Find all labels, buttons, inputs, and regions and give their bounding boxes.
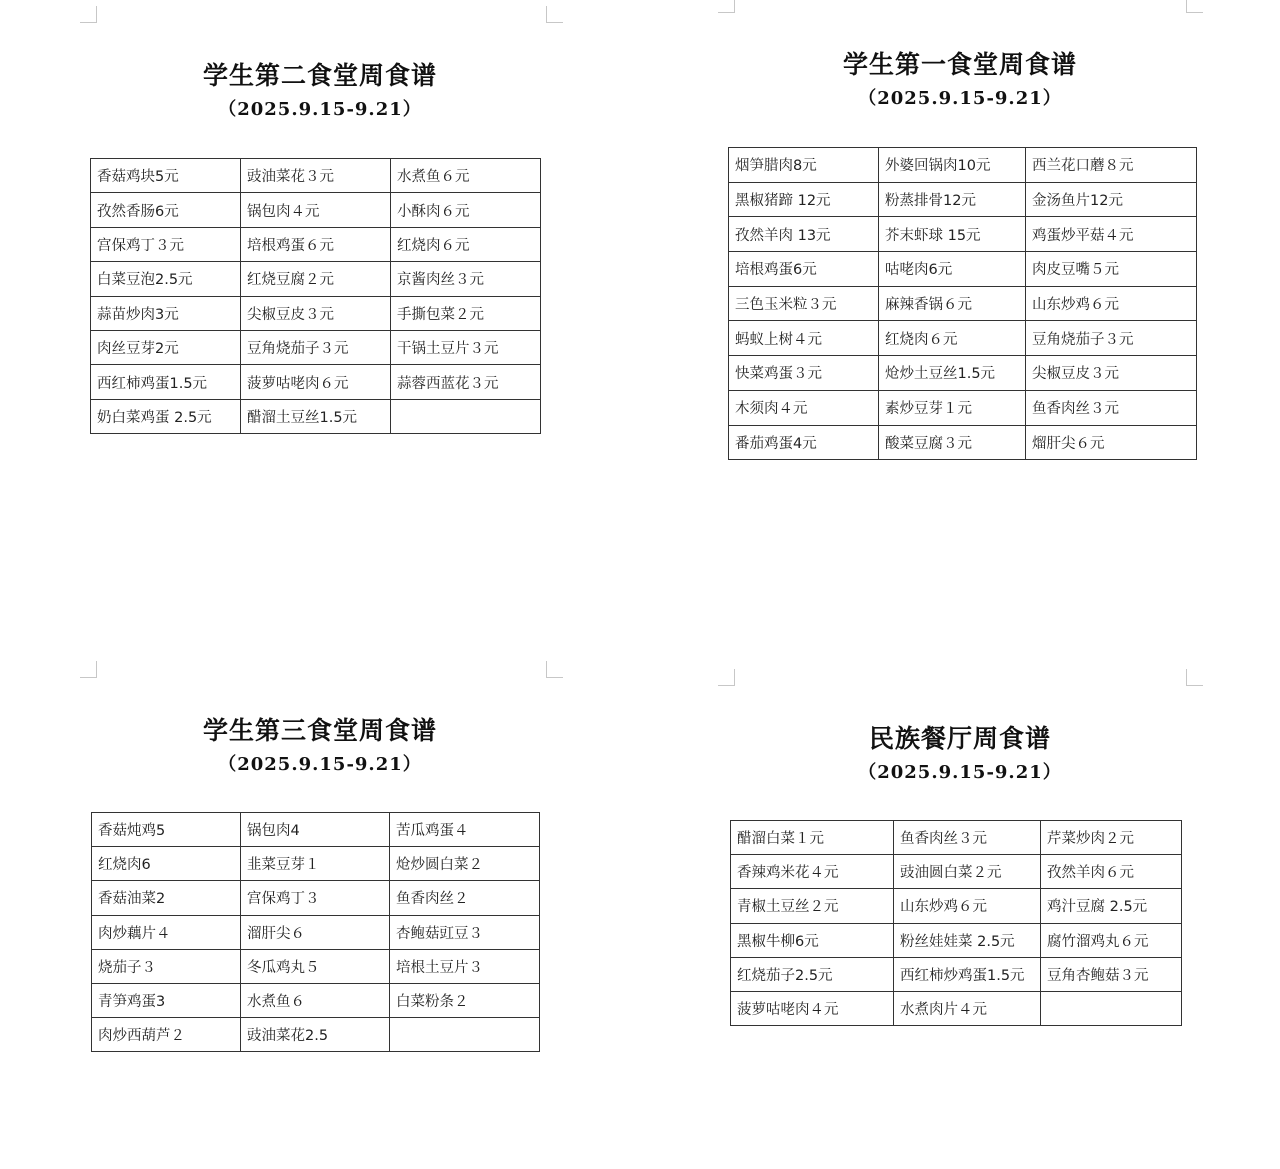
menu-date-canteen-1: （2025.9.15-9.21） [858,88,1062,109]
table-row [729,148,1197,183]
menu-dish-cell: 素炒豆芽１元 [879,390,1026,425]
menu-date-canteen-2: （2025.9.15-9.21） [218,99,422,120]
menu-dish-cell: 苦瓜鸡蛋４ [390,813,540,847]
menu-dish-cell: 孜然香肠6元 [91,193,241,227]
table-row [731,821,1182,855]
menu-dish-cell: 冬瓜鸡丸５ [241,949,390,983]
menu-dish-cell: 三色玉米粒３元 [729,286,879,321]
table-row [729,252,1197,287]
table-row [731,991,1182,1025]
menu-dish-cell: 干锅土豆片３元 [391,330,541,364]
menu-dish-cell: 鸡蛋炒平菇４元 [1026,217,1197,252]
table-row [91,399,541,433]
menu-title-canteen-3: 学生第三食堂周食谱 [202,716,437,745]
menu-dish-cell: 红烧豆腐２元 [241,262,391,296]
menu-dish-cell: 鱼香肉丝３元 [1026,390,1197,425]
menu-dish-cell: 肉炒藕片４ [92,915,241,949]
menu-dish-cell: 宫保鸡丁３元 [91,227,241,261]
menu-dish-cell: 香菇油菜2 [92,881,241,915]
menu-dish-cell: 宫保鸡丁３ [241,881,390,915]
table-row [729,182,1197,217]
menu-dish-cell: 番茄鸡蛋4元 [729,425,879,460]
menu-dish-cell: 芹菜炒肉２元 [1041,821,1182,855]
table-row [92,983,540,1017]
table-row [731,889,1182,923]
table-row [92,847,540,881]
menu-dish-cell: 锅包肉４元 [241,193,391,227]
menu-dish-cell: 香菇炖鸡5 [92,813,241,847]
menu-dish-cell: 西红柿炒鸡蛋1.5元 [894,957,1041,991]
menu-date-canteen-3: （2025.9.15-9.21） [218,754,422,775]
menu-dish-cell: 肉炒西葫芦２ [92,1018,241,1052]
menu-dish-cell: 菠萝咕咾肉４元 [731,991,894,1025]
table-row [729,217,1197,252]
menu-dish-cell: 烧茄子３ [92,949,241,983]
menu-dish-cell: 肉皮豆嘴５元 [1026,252,1197,287]
menu-dish-cell: 奶白菜鸡蛋 2.5元 [91,399,241,433]
menu-dish-cell: 豉油菜花３元 [241,159,391,193]
table-row [729,286,1197,321]
menu-dish-cell: 杏鲍菇豇豆３ [390,915,540,949]
menu-dish-cell: 豉油圆白菜２元 [894,855,1041,889]
menu-dish-cell: 京酱肉丝３元 [391,262,541,296]
menu-dish-cell: 豆角烧茄子３元 [1026,321,1197,356]
page-corner-mark [1186,0,1203,13]
menu-dish-cell [391,399,541,433]
menu-table-canteen-1 [728,147,1197,460]
menu-dish-cell: 培根土豆片３ [390,949,540,983]
menu-dish-cell: 炝炒圆白菜２ [390,847,540,881]
table-row [92,949,540,983]
menu-dish-cell: 醋溜白菜１元 [731,821,894,855]
menu-dish-cell: 白菜豆泡2.5元 [91,262,241,296]
menu-dish-cell: 豆角烧茄子３元 [241,330,391,364]
menu-dish-cell: 粉丝娃娃菜 2.5元 [894,923,1041,957]
menu-table-canteen-3 [91,812,540,1052]
menu-dish-cell: 山东炒鸡６元 [894,889,1041,923]
menu-dish-cell: 金汤鱼片12元 [1026,182,1197,217]
menu-dish-cell: 孜然羊肉 13元 [729,217,879,252]
menu-dish-cell: 芥末虾球 15元 [879,217,1026,252]
menu-dish-cell: 香菇鸡块5元 [91,159,241,193]
menu-dish-cell: 烟笋腊肉8元 [729,148,879,183]
menu-dish-cell: 孜然羊肉６元 [1041,855,1182,889]
table-row [91,296,541,330]
table-row [731,923,1182,957]
menu-dish-cell: 腐竹溜鸡丸６元 [1041,923,1182,957]
table-row [91,159,541,193]
table-row [91,330,541,364]
menu-dish-cell: 山东炒鸡６元 [1026,286,1197,321]
menu-dish-cell: 蒜蓉西蓝花３元 [391,365,541,399]
table-row [729,356,1197,391]
menu-dish-cell: 麻辣香锅６元 [879,286,1026,321]
table-row [91,227,541,261]
table-row [731,957,1182,991]
menu-title-canteen-1: 学生第一食堂周食谱 [842,50,1077,79]
menu-dish-cell: 鱼香肉丝３元 [894,821,1041,855]
menu-table-ethnic-restaurant [730,820,1182,1026]
menu-dish-cell: 溜肝尖６ [241,915,390,949]
page-corner-mark [718,0,735,13]
menu-dish-cell: 黑椒牛柳6元 [731,923,894,957]
menu-dish-cell: 外婆回锅肉10元 [879,148,1026,183]
menu-dish-cell: 白菜粉条２ [390,983,540,1017]
menu-dish-cell: 青笋鸡蛋3 [92,983,241,1017]
menu-dish-cell: 咕咾肉6元 [879,252,1026,287]
page-corner-mark [546,661,563,678]
menu-dish-cell: 粉蒸排骨12元 [879,182,1026,217]
table-row [731,855,1182,889]
menu-dish-cell: 培根鸡蛋6元 [729,252,879,287]
menu-dish-cell: 红烧肉6 [92,847,241,881]
menu-dish-cell: 韭菜豆芽１ [241,847,390,881]
menu-dish-cell: 锅包肉4 [241,813,390,847]
menu-dish-cell: 熘肝尖６元 [1026,425,1197,460]
page-corner-mark [718,669,735,686]
menu-dish-cell: 豆角杏鲍菇３元 [1041,957,1182,991]
menu-dish-cell: 红烧茄子2.5元 [731,957,894,991]
menu-dish-cell: 鱼香肉丝２ [390,881,540,915]
menu-dish-cell: 醋溜土豆丝1.5元 [241,399,391,433]
menu-dish-cell: 青椒土豆丝２元 [731,889,894,923]
menu-dish-cell: 快菜鸡蛋３元 [729,356,879,391]
menu-dish-cell: 菠萝咕咾肉６元 [241,365,391,399]
menu-title-canteen-2: 学生第二食堂周食谱 [202,61,437,90]
menu-dish-cell [390,1018,540,1052]
table-row [92,1018,540,1052]
menu-dish-cell: 木须肉４元 [729,390,879,425]
table-row [91,193,541,227]
menu-dish-cell: 香辣鸡米花４元 [731,855,894,889]
table-row [91,365,541,399]
menu-dish-cell: 蚂蚁上树４元 [729,321,879,356]
menu-dish-cell: 水煮鱼６元 [391,159,541,193]
menu-dish-cell: 水煮肉片４元 [894,991,1041,1025]
table-row [729,390,1197,425]
table-row [92,813,540,847]
page-corner-mark [80,661,97,678]
menu-dish-cell: 豉油菜花2.5 [241,1018,390,1052]
table-row [729,425,1197,460]
table-row [729,321,1197,356]
menu-title-ethnic-restaurant: 民族餐厅周食谱 [868,724,1051,753]
menu-dish-cell: 酸菜豆腐３元 [879,425,1026,460]
menu-date-ethnic-restaurant: （2025.9.15-9.21） [858,762,1062,783]
menu-dish-cell: 黑椒猪蹄 12元 [729,182,879,217]
menu-dish-cell: 西红柿鸡蛋1.5元 [91,365,241,399]
menu-dish-cell: 水煮鱼６ [241,983,390,1017]
menu-dish-cell: 西兰花口蘑８元 [1026,148,1197,183]
menu-dish-cell: 红烧肉６元 [879,321,1026,356]
menu-dish-cell: 尖椒豆皮３元 [1026,356,1197,391]
menu-dish-cell: 蒜苗炒肉3元 [91,296,241,330]
menu-dish-cell: 肉丝豆芽2元 [91,330,241,364]
table-row [92,915,540,949]
menu-table-canteen-2 [90,158,541,434]
page-corner-mark [1186,669,1203,686]
menu-dish-cell: 手撕包菜２元 [391,296,541,330]
menu-dish-cell: 红烧肉６元 [391,227,541,261]
menu-dish-cell: 小酥肉６元 [391,193,541,227]
table-row [91,262,541,296]
page-corner-mark [546,6,563,23]
table-row [92,881,540,915]
menu-dish-cell: 鸡汁豆腐 2.5元 [1041,889,1182,923]
menu-dish-cell [1041,991,1182,1025]
page-corner-mark [80,6,97,23]
menu-dish-cell: 尖椒豆皮３元 [241,296,391,330]
menu-dish-cell: 炝炒土豆丝1.5元 [879,356,1026,391]
menu-dish-cell: 培根鸡蛋６元 [241,227,391,261]
